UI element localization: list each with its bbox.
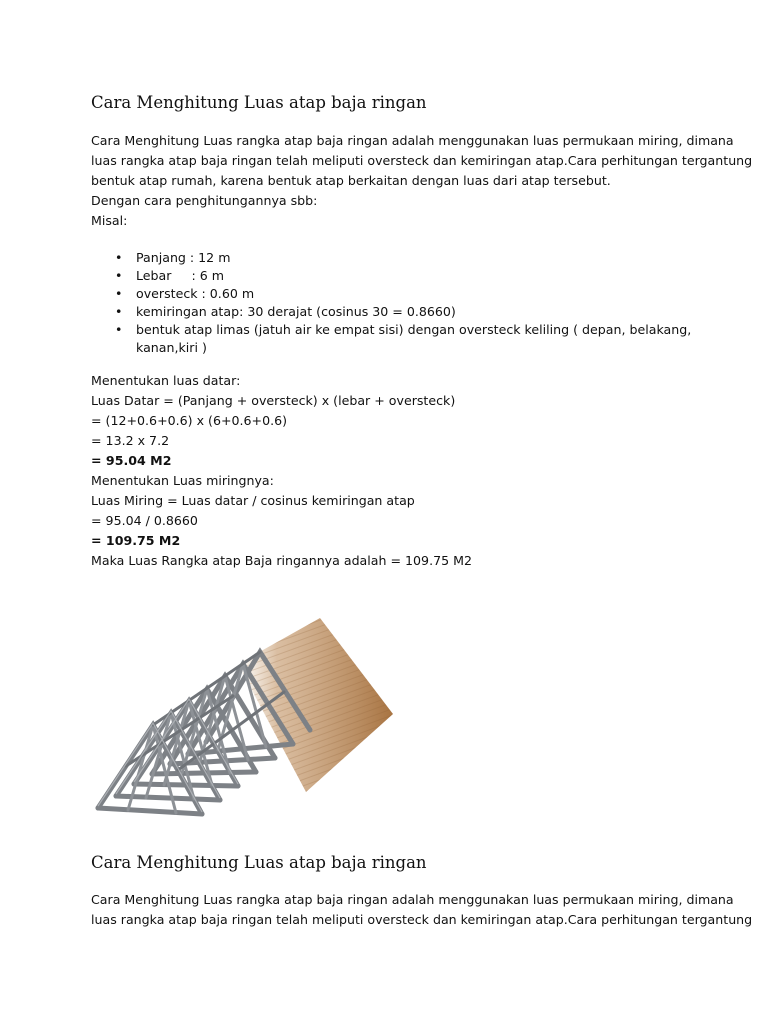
intro-paragraph [91,890,753,930]
list-item-text: kemiringan atap: 30 derajat (cosinus 30 = 0.8660) [136,304,456,319]
list-item-text: kanan,kiri ) [136,340,207,355]
calc-line: Menentukan luas datar: [91,373,241,388]
list-item [91,285,651,303]
intro-line: luas rangka atap baja ringan telah meliputi oversteck dan kemiringan atap.Cara perhitungan tergantung [91,153,753,168]
calc-line: Menentukan Luas miringnya: [91,473,274,488]
intro-line: Cara Menghitung Luas rangka atap baja ringan adalah menggunakan luas permukaan miring, dimana [91,892,734,907]
calc-line: Luas Datar = (Panjang + oversteck) x (lebar + oversteck) [91,393,456,408]
list-item [91,249,651,267]
calc-line: = 13.2 x 7.2 [91,433,170,448]
bullet-marker: • [115,250,123,265]
list-item [91,267,651,285]
list-item-text: oversteck : 0.60 m [136,286,255,301]
calc-line: = 95.04 / 0.8660 [91,513,198,528]
list-item-text: Panjang : 12 m [136,250,231,265]
calculation-block [91,371,691,571]
bullet-marker: • [115,322,123,337]
calc-line: Luas Miring = Luas datar / cosinus kemiringan atap [91,493,415,508]
list-item-text: bentuk atap limas (jatuh air ke empat sisi) dengan oversteck keliling ( depan, belakang, [136,322,692,337]
section-title: Cara Menghitung Luas atap baja ringan [91,93,427,112]
list-item [91,303,651,321]
intro-line: Misal: [91,213,128,228]
intro-paragraph [91,131,753,231]
calc-conclusion: Maka Luas Rangka atap Baja ringannya adalah = 109.75 M2 [91,553,472,568]
list-item-text: Lebar : 6 m [136,268,224,283]
bullet-marker: • [115,268,123,283]
intro-line: Dengan cara penghitungannya sbb: [91,193,318,208]
intro-line: Cara Menghitung Luas rangka atap baja ringan adalah menggunakan luas permukaan miring, dimana [91,133,734,148]
calc-result: = 109.75 M2 [91,533,181,548]
roof-truss-image [88,612,398,830]
bullet-list [91,249,692,357]
intro-line: bentuk atap rumah, karena bentuk atap berkaitan dengan luas dari atap tersebut. [91,173,611,188]
intro-line: luas rangka atap baja ringan telah meliputi oversteck dan kemiringan atap.Cara perhitungan tergantung [91,912,753,927]
list-item-continuation [91,339,651,357]
bullet-marker: • [115,304,123,319]
list-item [91,321,692,339]
bullet-marker: • [115,286,123,301]
section-title: Cara Menghitung Luas atap baja ringan [91,853,427,872]
calc-result: = 95.04 M2 [91,453,172,468]
calc-line: = (12+0.6+0.6) x (6+0.6+0.6) [91,413,288,428]
